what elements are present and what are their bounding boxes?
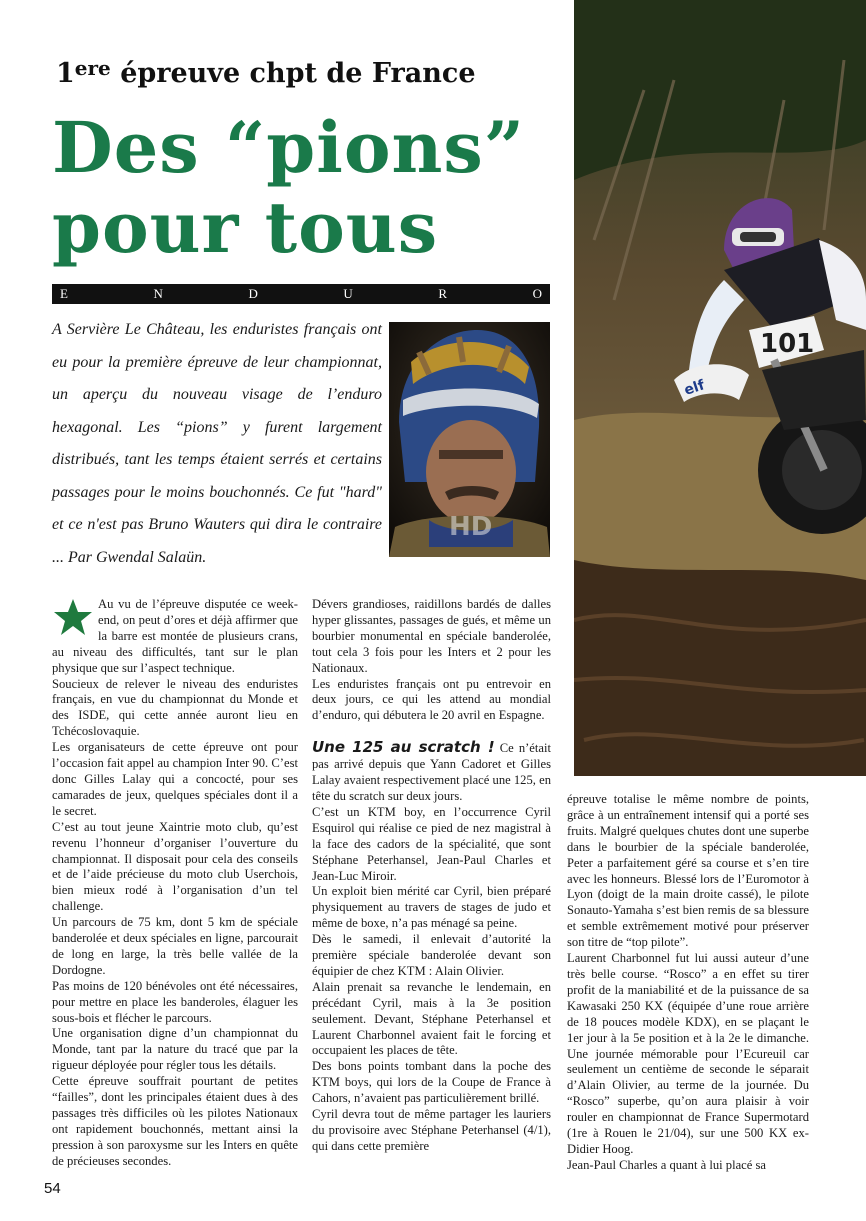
page-number: 54 — [44, 1180, 61, 1197]
paragraph: Un exploit bien mérité car Cyril, bien préparé physiquement au travers de stages de judo et même de boxe, n’a pas ménagé sa peine. — [312, 884, 551, 931]
paragraph: Dévers grandioses, raidillons bardés de dalles hyper glissantes, passages de gués, et même un bourbier monumental en spéciale banderolée, tout cela 3 fois pour les Inters et 2 pour les Nationaux. — [312, 597, 551, 675]
enduro-rider-photo — [574, 0, 866, 776]
article-column-3 — [567, 792, 809, 1174]
paragraph: Soucieux de relever le niveau des enduristes français, en vue du championnat du Monde et des ISDE, qui cette année auront lieu en Tchécoslovaquie. — [52, 676, 298, 739]
paragraph: C’est au tout jeune Xaintrie moto club, qu’est revenu l’honneur d’organiser l’ouverture du championnat. Il disposait pour cela des conseils et de l’aide précieuse du moto club Userchois, bien mieux rodé à l’organisation d’un tel challenge. — [52, 819, 298, 914]
headline-line-1: Des “pions” — [52, 106, 526, 189]
rider-portrait-image — [389, 322, 550, 557]
bike-number-plate: 101 — [760, 329, 815, 359]
star-icon — [52, 597, 94, 637]
section-letter: E — [60, 286, 68, 301]
section-letter: O — [532, 286, 542, 301]
paragraph: Cyril devra tout de même partager les lauriers du provisoire avec Stéphane Peterhansel (4/1), qui dans cette première — [312, 1107, 551, 1153]
paragraph: Au vu de l’épreuve disputée ce week-end, on peut d’ores et déjà affirmer que la barre est montée de plusieurs crans, au niveau des difficultés, tant sur le plan physique que sur l’aspect technique. — [52, 597, 298, 675]
kicker: 1ere épreuve chpt de France — [56, 56, 476, 89]
watermark-logo: HD — [449, 512, 493, 542]
section-letter: D — [248, 286, 258, 301]
paragraph: Une 125 au scratch ! Ce n’était pas arrivé depuis que Yann Cadoret et Gilles Lalay avaient respectivement placé une 125, en tête du scratch sur deux jours. — [312, 738, 551, 803]
subheading: Une 125 au scratch ! — [312, 738, 495, 757]
paragraph: Les enduristes français ont pu entrevoir en deux jours, ce qui les attend au mondial d’enduro, qui débutera le 20 avril en Espagne. — [312, 676, 551, 723]
headline — [52, 108, 572, 268]
paragraph: Cette épreuve souffrait pourtant de petites “failles”, dont les principales étaient dues à des passages très difficiles où les pilotes Nationaux ont rapidement bouchonnés, mettant ainsi la pression à son paroxysme sur les Inters en quête de précieuses secondes. — [52, 1074, 298, 1168]
paragraph: Pas moins de 120 bénévoles ont été nécessaires, pour mettre en place les banderoles, élaguer les sous-bois et flécher le parcours. — [52, 978, 298, 1025]
sponsor-badge: elf — [682, 377, 707, 399]
paragraph: Un parcours de 75 km, dont 5 km de spéciale banderolée et deux spéciales en ligne, parcourait de long en large, la très belle vallée de la Dordogne. — [52, 915, 298, 977]
section-bar — [52, 284, 550, 304]
paragraph: Des bons points tombant dans la poche des KTM boys, qui lors de la Coupe de France à Cahors, n’avaient pas particulièrement brillé. — [312, 1059, 551, 1106]
paragraph: Une organisation digne d’un championnat du Monde, tant par la nature du tracé que par la rigueur déployée pour régler tous les détails. — [52, 1026, 298, 1073]
paragraph: C’est un KTM boy, en l’occurrence Cyril Esquirol qui réalise ce pied de nez magistral à la face des cadors de la spécialité, que sont Stéphane Peterhansel, Jean-Paul Charles et Jean-Luc Miroir. — [312, 804, 551, 883]
paragraph: Laurent Charbonnel fut lui aussi auteur d’une très belle course. “Rosco” a en effet su tirer profit de la maniabilité et de la puissance de sa Kawasaki 250 KX (équipée d’une roue arrière de 18 pouces modèle KDX), en se plaçant le 1er jour à la 5e position et à la 2e le dimanche. Une journée mémorable pour l’Ecureuil car seulement un centième de seconde le séparait d’Alain Olivier, au terme de la journée. Du “Rosco” superbe, qu’on aura plaisir à voir rouler en championnat de France Supermotard (1re à Rouen le 21/04), sur une 500 KX ex-Didier Hoog. — [567, 951, 809, 1156]
section-letter: N — [153, 286, 163, 301]
headline-line-2: pour tous — [52, 186, 439, 269]
paragraph: épreuve totalise le même nombre de points, grâce à un entraînement intensif qui a porté ses fruits. Malgré quelques chutes dont une superbe dans le bourbier de la spéciale banderolée, Peter a parfaitement géré sa course et s’en tire avec les honneurs. Blessé lors de l’Euromotor à Lyon (doigt de la main droite cassé), le pilote Sonauto-Yamaha s’est bien remis de sa blessure et semble extrêmement motivé pour préserver son titre de “top pilote”. — [567, 792, 809, 950]
article-column-1 — [52, 597, 298, 1170]
section-letter: R — [438, 286, 448, 301]
paragraph: Jean-Paul Charles a quant à lui placé sa — [567, 1157, 766, 1172]
paragraph: Dès le samedi, il enlevait d’autorité la première spéciale banderolée devant son équipier de chez KTM : Alain Olivier. — [312, 932, 551, 978]
section-letter: U — [343, 286, 353, 301]
article-column-2 — [312, 597, 551, 1155]
intro-text: A Servière Le Château, les enduristes français ont eu pour la première épreuve de leur championnat, un aperçu du nouveau visage de l’enduro hexagonal. Les “pions” y furent largement distribués, tant les temps étaient serrés et certains passages pour le moins bouchonnés. Ce fut "hard" et ce n'est pas Bruno Wauters qui dira le contraire ... Par Gwendal Salaün. — [52, 321, 382, 566]
paragraph: Les organisateurs de cette épreuve ont pour l’occasion fait appel au champion Inter 90. C’est donc Gilles Lalay qui a concocté, pour ses camarades de jeux, quelques spéciales dont il a le secret. — [52, 740, 298, 818]
paragraph: Alain prenait sa revanche le lendemain, en précédant Cyril, mais à la 3e position seulement. Devant, Stéphane Peterhansel et Laurent Charbonnel avaient fait le forcing et occupaient les places de tête. — [312, 979, 551, 1058]
